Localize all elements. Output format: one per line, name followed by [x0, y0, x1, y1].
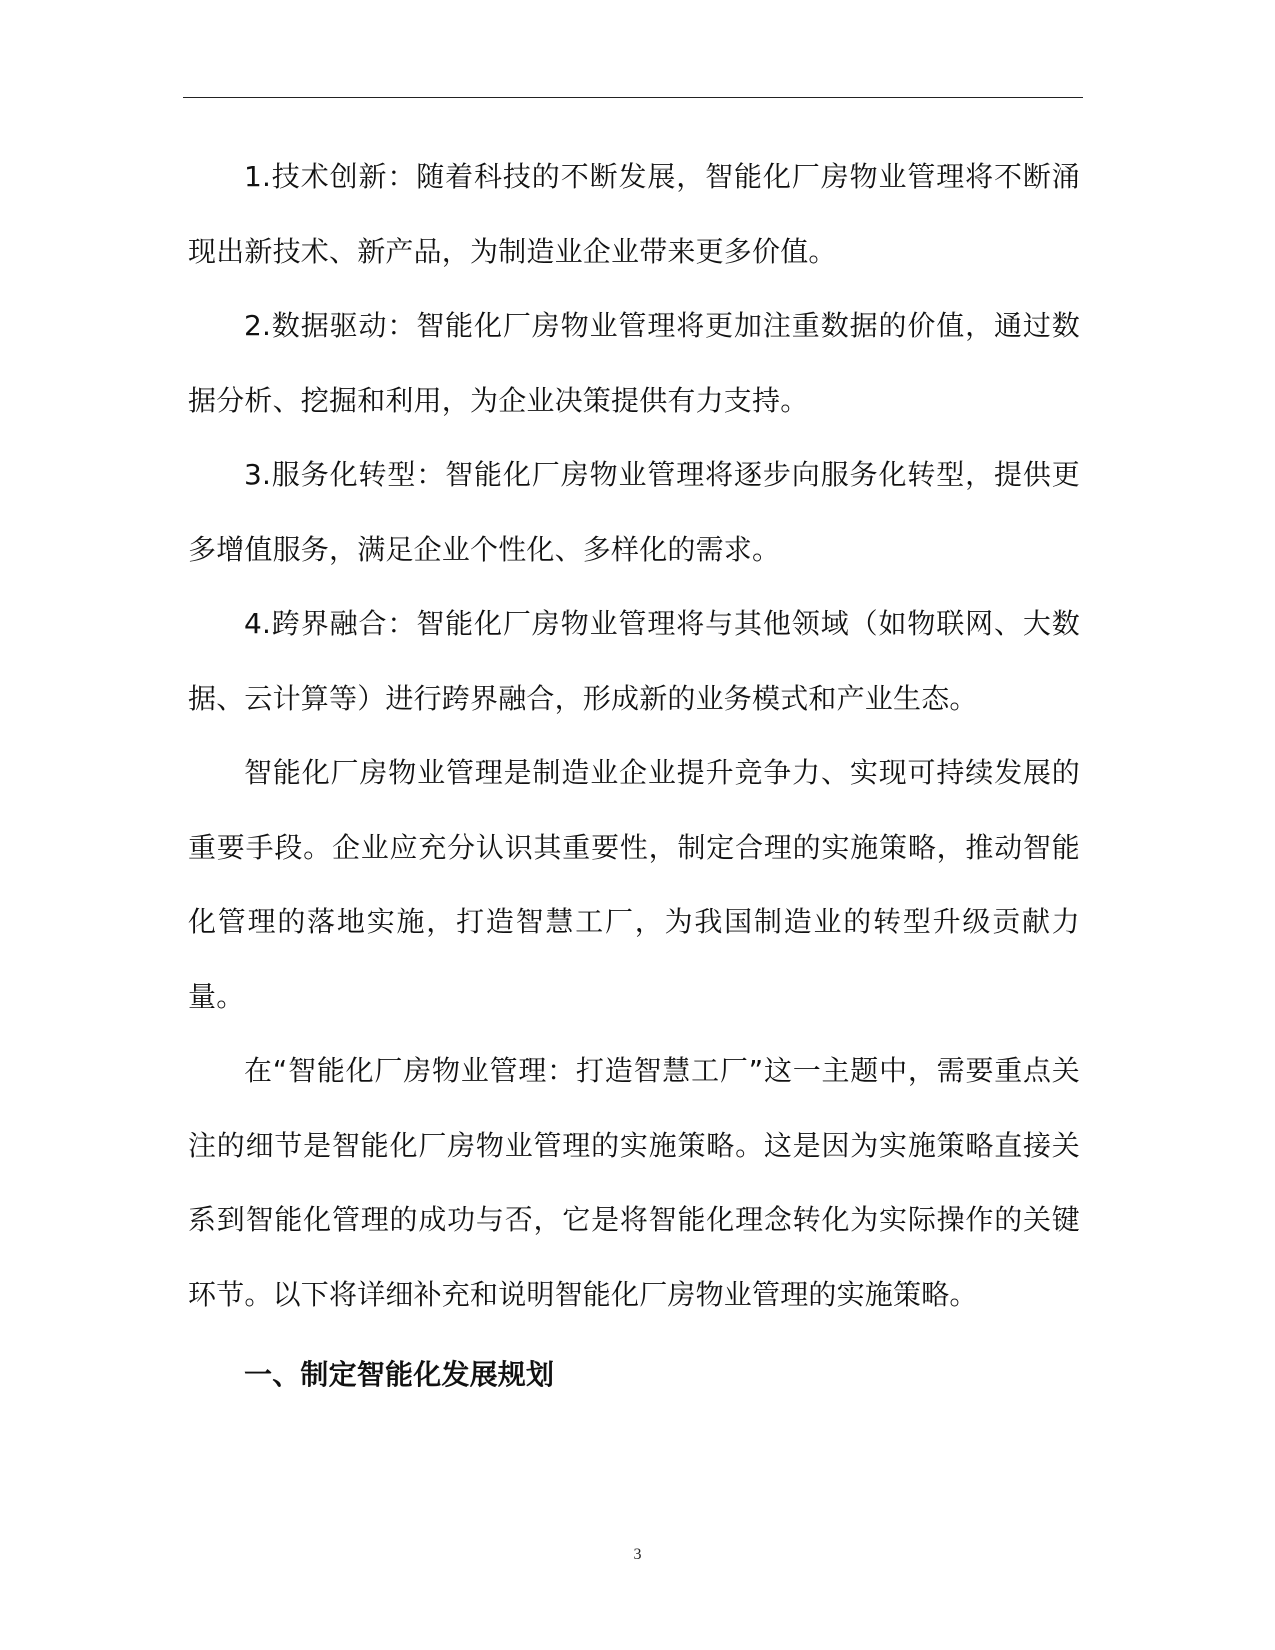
- paragraph-cross-boundary-integration: 4.跨界融合：智能化厂房物业管理将与其他领域（如物联网、大数据、云计算等）进行跨界融合，形成新的业务模式和产业生态。: [188, 607, 1080, 715]
- section-heading: 一、制定智能化发展规划: [244, 1358, 555, 1391]
- header-rule: [183, 97, 1083, 98]
- paragraph-implementation-strategy: 在“智能化厂房物业管理：打造智慧工厂”这一主题中，需要重点关注的细节是智能化厂房物业管理的实施策略。这是因为实施策略直接关系到智能化管理的成功与否，它是将智能化理念转化为实际操作的关键环节。以下将详细补充和说明智能化厂房物业管理的实施策略。: [188, 1054, 1080, 1311]
- paragraph-technology-innovation: 1.技术创新：随着科技的不断发展，智能化厂房物业管理将不断涌现出新技术、新产品，为制造业企业带来更多价值。: [188, 160, 1080, 268]
- paragraph-data-driven: 2.数据驱动：智能化厂房物业管理将更加注重数据的价值，通过数据分析、挖掘和利用，为企业决策提供有力支持。: [188, 309, 1080, 417]
- paragraph-service-transformation: 3.服务化转型：智能化厂房物业管理将逐步向服务化转型，提供更多增值服务，满足企业个性化、多样化的需求。: [188, 458, 1080, 566]
- page-number: 3: [633, 1546, 642, 1563]
- paragraph-conclusion: 智能化厂房物业管理是制造业企业提升竞争力、实现可持续发展的重要手段。企业应充分认识其重要性，制定合理的实施策略，推动智能化管理的落地实施，打造智慧工厂，为我国制造业的转型升级贡献力量。: [188, 756, 1080, 1013]
- document-body: [188, 140, 1080, 1413]
